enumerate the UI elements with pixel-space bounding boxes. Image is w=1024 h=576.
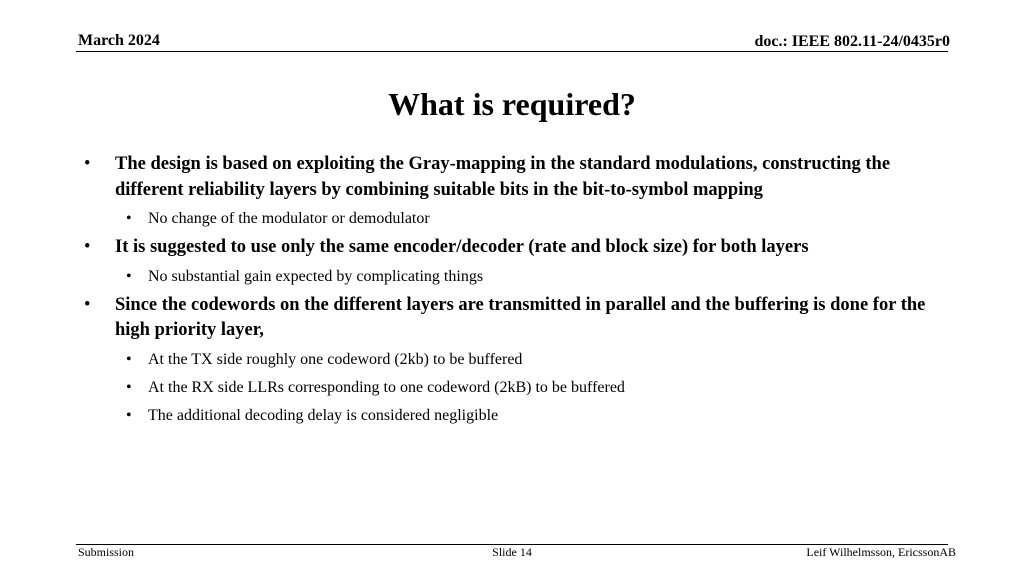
bullet-marker: •	[84, 294, 91, 315]
header-divider	[76, 51, 948, 52]
bullet-3-text: Since the codewords on the different layers are transmitted in parallel and the buffering is done for the high priority layer,	[115, 294, 926, 340]
bullet-marker: •	[126, 267, 132, 285]
bullet-list	[84, 152, 954, 432]
bullet-1	[84, 152, 954, 203]
bullet-marker: •	[126, 210, 132, 227]
bullet-3-sub-2-text: At the RX side LLRs corresponding to one codeword (2kB) to be buffered	[148, 378, 625, 396]
bullet-3-sub-1-text: At the TX side roughly one codeword (2kb) to be buffered	[148, 350, 523, 368]
bullet-marker: •	[126, 406, 132, 424]
bullet-2-text: It is suggested to use only the same encoder/decoder (rate and block size) for both layers	[115, 237, 809, 257]
bullet-1-sub-1-text: No change of the modulator or demodulator	[148, 210, 430, 227]
header-date: March 2024	[78, 32, 160, 49]
footer-author: Leif Wilhelmsson, EricssonAB	[806, 545, 956, 559]
bullet-marker: •	[84, 154, 91, 174]
bullet-marker: •	[126, 378, 132, 396]
bullet-3-sub-1	[84, 348, 954, 372]
bullet-1-text: The design is based on exploiting the Gray-mapping in the standard modulations, constructing the different reliability layers by combining suitable bits in the bit-to-symbol mapping	[115, 154, 891, 200]
footer-submission: Submission	[78, 545, 135, 559]
footer-slide-number: Slide 14	[492, 545, 532, 559]
bullet-marker: •	[126, 350, 132, 368]
bullet-3-sub-2	[84, 376, 954, 400]
bullet-marker: •	[84, 237, 91, 257]
bullet-2-sub-1-text: No substantial gain expected by complicating things	[148, 267, 484, 285]
slide-title: What is required?	[388, 86, 636, 122]
bullet-3-sub-3	[84, 404, 954, 428]
bullet-1-sub-1	[84, 207, 954, 231]
bullet-3	[84, 293, 954, 344]
bullet-3-sub-3-text: The additional decoding delay is considered negligible	[148, 406, 499, 424]
header-doc-id: doc.: IEEE 802.11-24/0435r0	[754, 33, 950, 50]
bullet-2	[84, 235, 954, 261]
bullet-2-sub-1	[84, 265, 954, 289]
